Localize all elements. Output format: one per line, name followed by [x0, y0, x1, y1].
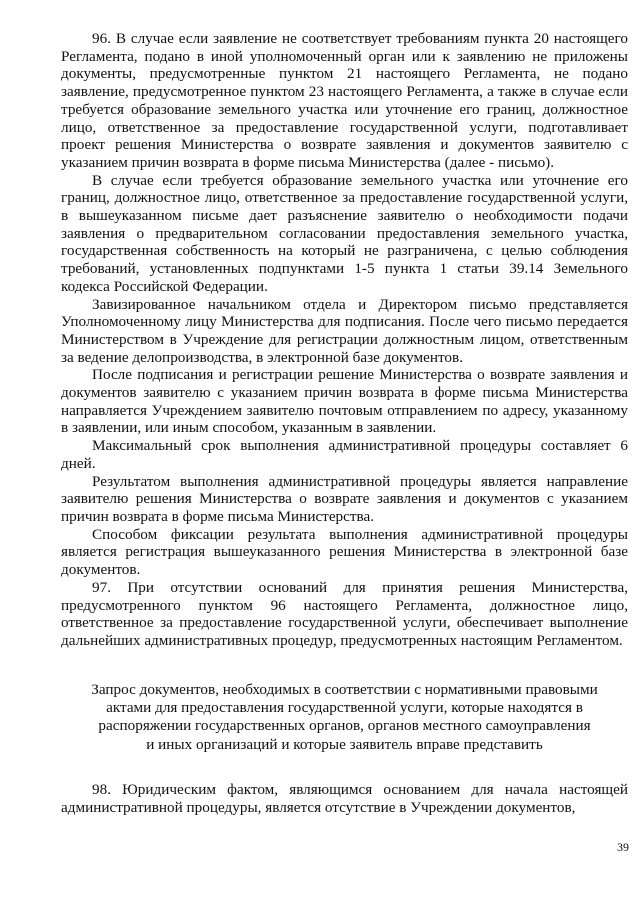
paragraph: В случае если требуется образование земельного участка или уточнение его границ, должностное лицо, ответственное за предоставление государственной услуги, в вышеуказанном письме дает разъяснение заявителю о необходимости подачи заявления о предварительном согласовании предоставления земельного участка, государственная собственность на который не разграничена, с целью соблюдения требований, установленных подпунктами 1-5 пункта 1 статьи 39.14 Земельного кодекса Российской Федерации. — [61, 171, 628, 295]
paragraph: Результатом выполнения административной процедуры является направление заявителю решения Министерства о возврате заявления и документов с указанием причин возврата в форме письма Министерства. — [61, 472, 628, 525]
paragraph-98: 98. Юридическим фактом, являющимся основанием для начала настоящей административной процедуры, является отсутствие в Учреждении документов, — [61, 781, 628, 816]
paragraph: Способом фиксации результата выполнения административной процедуры является регистрация вышеуказанного решения Министерства в электронной базе документов. — [61, 525, 628, 579]
paragraph: Максимальный срок выполнения административной процедуры составляет 6 дней. — [61, 437, 628, 472]
section-heading-line: и иных организаций и которые заявитель вправе представить — [146, 735, 543, 753]
paragraph-96: 96. В случае если заявление не соответствует требованиям пункта 20 настоящего Регламента, подано в иной уполномоченный орган или к заявлению не приложены документы, предусмотренные пунктом 21 настоящего Регламента, не подано заявление, предусмотренное пунктом 23 настоящего Регламента, а также в случае если требуется образование земельного участка или уточнение его границ, должностное лицо, ответственное за предоставление государственной услуги, подготавливает проект решения Министерства о возврате заявления и документов заявителю с указанием причин возврата в форме письма Министерства (далее - письмо). — [61, 30, 628, 171]
section-heading-line: Запрос документов, необходимых в соответствии с нормативными правовыми — [91, 680, 598, 698]
document-body — [61, 30, 628, 817]
page-number: 39 — [617, 840, 629, 854]
section-heading-line: актами для предоставления государственной услуги, которые находятся в — [106, 699, 583, 717]
section-heading-line: распоряжении государственных органов, органов местного самоуправления — [98, 717, 591, 735]
paragraph: После подписания и регистрации решение Министерства о возврате заявления и документов заявителю с указанием причин возврата в форме письма Министерства направляется Учреждением заявителю почтовым отправлением по адресу, указанному в заявлении, или иным способом, указанным в заявлении. — [61, 366, 628, 437]
section-heading — [61, 681, 628, 755]
paragraph-97: 97. При отсутствии оснований для принятия решения Министерства, предусмотренного пунктом 96 настоящего Регламента, должностное лицо, ответственное за предоставление государственной услуги, обеспечивает выполнение дальнейших административных процедур, предусмотренных настоящим Регламентом. — [61, 578, 628, 649]
paragraph: Завизированное начальником отдела и Директором письмо представляется Уполномоченному лицу Министерства для подписания. После чего письмо передается Министерством в Учреждение для регистрации должностным лицом, ответственным за ведение делопроизводства, в электронной базе документов. — [61, 295, 628, 366]
